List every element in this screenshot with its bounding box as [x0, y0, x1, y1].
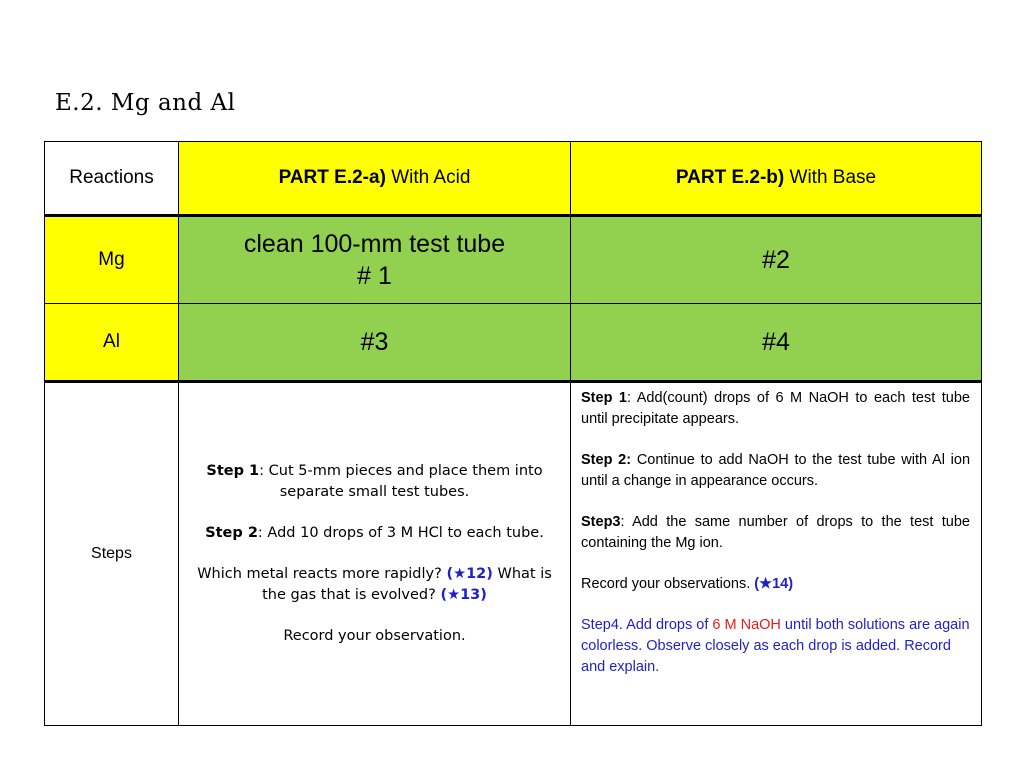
part-a-header-cell	[179, 142, 571, 216]
al-row	[45, 304, 982, 382]
mg-label: Mg	[98, 249, 125, 270]
acid-step2-text: : Add 10 drops of 3 M HCl to each tube.	[257, 525, 544, 541]
part-a-header-label: With Acid	[391, 167, 471, 188]
part-a-header-bold: PART E.2-a)	[278, 167, 386, 188]
acid-step2-bold: Step 2	[205, 525, 258, 541]
base-step2-text: Continue to add NaOH to the test tube with Al ion until a change in appearance occurs.	[581, 452, 971, 489]
acid-question2: What is the gas that is evolved?	[262, 566, 552, 603]
steps-label: Steps	[91, 545, 132, 562]
part-b-header-bold: PART E.2-b)	[675, 167, 785, 188]
al-label: Al	[103, 331, 120, 352]
base-step1	[581, 388, 970, 430]
reactions-header-label: Reactions	[69, 167, 154, 188]
al-label-cell	[45, 304, 179, 382]
acid-question	[189, 564, 560, 606]
base-step3	[581, 512, 970, 554]
base-step4	[581, 615, 970, 678]
mg-acid-line2: # 1	[357, 262, 392, 290]
al-acid-cell	[179, 304, 571, 382]
base-step3-bold: Step3	[581, 514, 621, 530]
base-step2-bold: Step 2:	[581, 452, 632, 468]
base-steps-cell	[571, 382, 982, 726]
star-14-marker: (★14)	[754, 576, 794, 592]
mg-acid-cell	[179, 216, 571, 304]
part-b-header-label: With Base	[789, 167, 877, 188]
al-acid-label: #3	[360, 328, 389, 356]
acid-step1-bold: Step 1	[206, 463, 260, 479]
mg-base-cell	[571, 216, 982, 304]
mg-label-cell	[45, 216, 179, 304]
acid-question1: Which metal reacts more rapidly?	[197, 566, 442, 582]
base-step3-text: : Add the same number of drops to the test tube containing the Mg ion.	[581, 514, 970, 551]
base-step1-bold: Step 1	[581, 390, 627, 406]
al-base-cell	[571, 304, 982, 382]
base-record	[581, 574, 970, 595]
base-record-text: Record your observations.	[581, 576, 755, 592]
steps-label-cell	[45, 382, 179, 726]
acid-step2	[189, 523, 560, 544]
star-12-marker: (★12)	[446, 566, 493, 582]
page-title: E.2. Mg and Al	[55, 90, 236, 116]
reactions-table	[44, 141, 982, 726]
mg-base-label: #2	[762, 246, 790, 274]
al-base-label: #4	[762, 328, 790, 356]
acid-record: Record your observation.	[283, 628, 466, 644]
acid-step1	[189, 461, 560, 503]
base-step4-red: 6 M NaOH	[712, 617, 781, 633]
base-step4-part1: Step4. Add drops of	[581, 617, 713, 633]
base-step2	[581, 450, 970, 492]
base-step4-part2: until both solutions are again colorless. Observe closely as each drop is added. Record and explain.	[581, 617, 970, 675]
acid-step1-text: : Cut 5-mm pieces and place them into separate small test tubes.	[259, 463, 543, 500]
reactions-header-cell	[45, 142, 179, 216]
base-step1-text: : Add(count) drops of 6 M NaOH to each test tube until precipitate appears.	[581, 390, 970, 427]
steps-row	[45, 382, 982, 726]
header-row	[45, 142, 982, 216]
mg-acid-line1: clean 100-mm test tube	[243, 230, 506, 258]
acid-steps-cell	[179, 382, 571, 726]
part-b-header-cell	[571, 142, 982, 216]
mg-row	[45, 216, 982, 304]
star-13-marker: (★13)	[440, 587, 487, 603]
